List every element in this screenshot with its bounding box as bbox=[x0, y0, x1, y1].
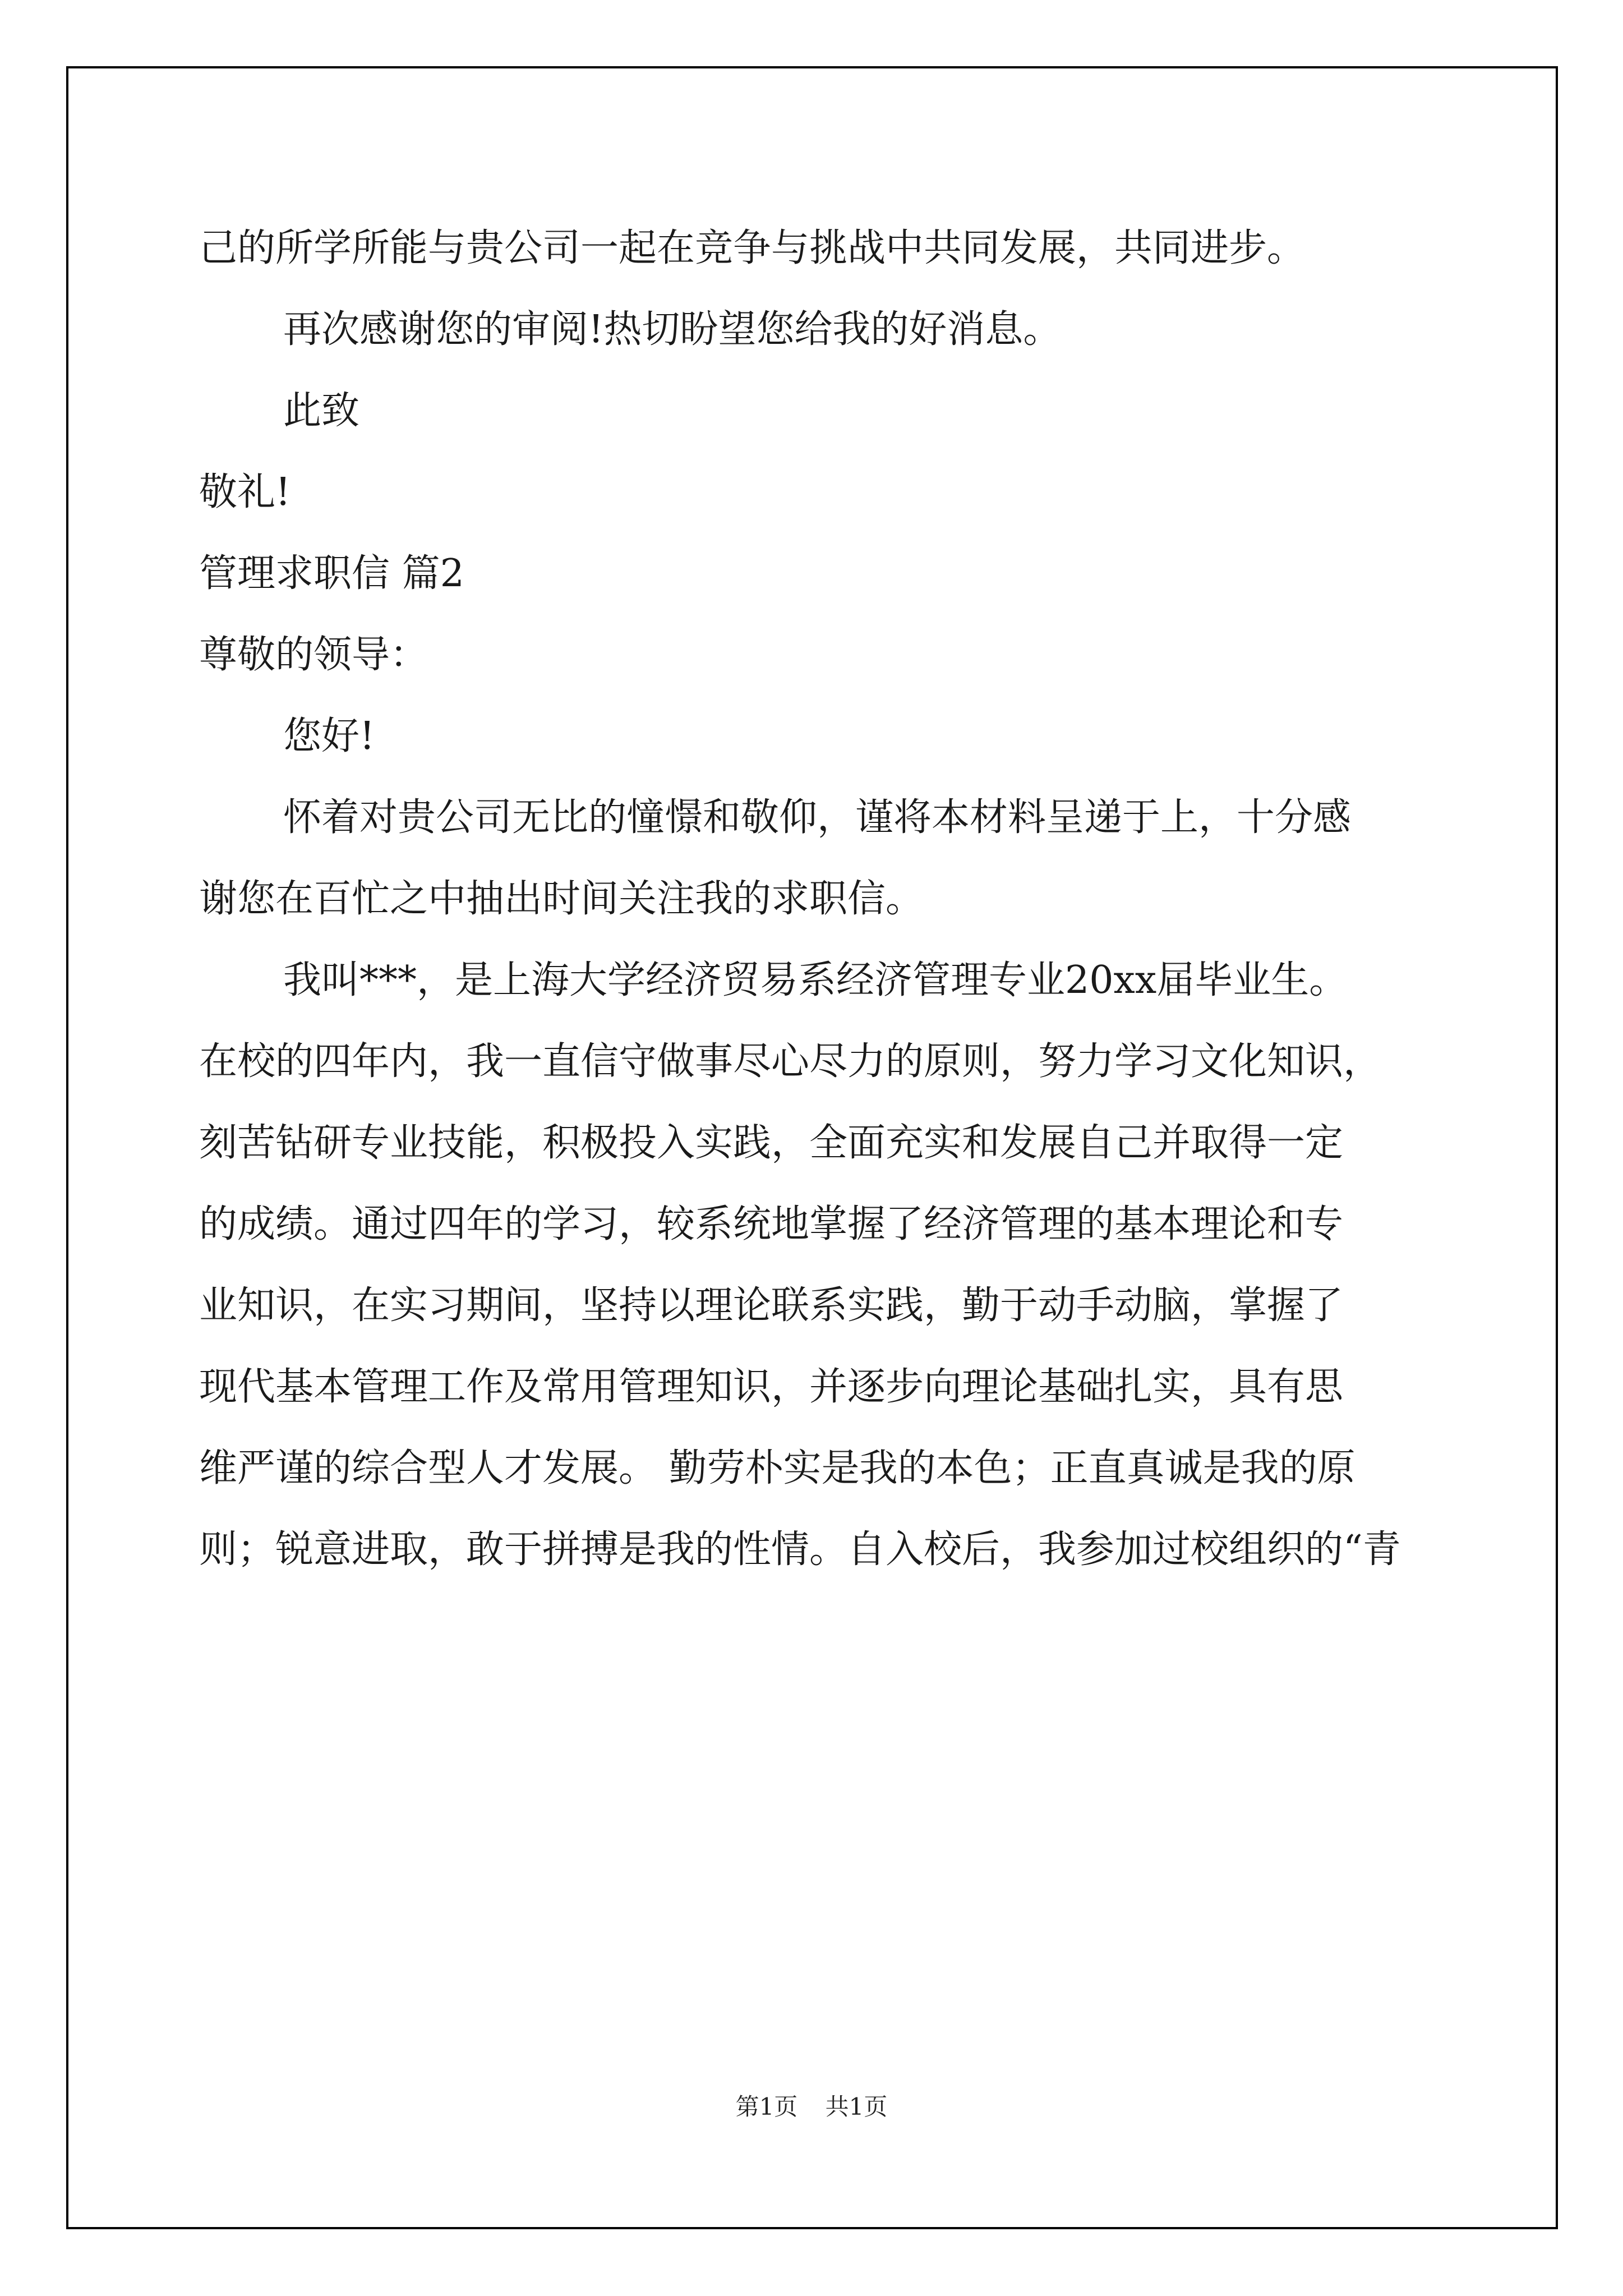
text-line: 现代基本管理工作及常用管理知识，并逐步向理论基础扎实，具有思 bbox=[199, 1365, 1344, 1409]
text-line: 怀着对贵公司无比的憧憬和敬仰，谨将本材料呈递于上，十分感 bbox=[283, 795, 1352, 840]
section-heading: 管理求职信 篇2 bbox=[199, 551, 464, 596]
text-line: 我叫***，是上海大学经济贸易系经济管理专业20xx届毕业生。 bbox=[283, 958, 1348, 1002]
text-line: 在校的四年内，我一直信守做事尽心尽力的原则，努力学习文化知识， bbox=[199, 1039, 1382, 1084]
greeting: 您好! bbox=[283, 714, 375, 758]
text-line: 谢您在百忙之中抽出时间关注我的求职信。 bbox=[199, 877, 924, 921]
text-line: 此致 bbox=[283, 389, 360, 433]
text-line: 敬礼! bbox=[199, 470, 291, 514]
text-line: 业知识，在实习期间，坚持以理论联系实践，勤于动手动脑，掌握了 bbox=[199, 1283, 1344, 1328]
letter-body bbox=[199, 208, 1427, 1590]
text-line: 的成绩。通过四年的学习，较系统地掌握了经济管理的基本理论和专 bbox=[199, 1202, 1344, 1246]
text-line: 己的所学所能与贵公司一起在竞争与挑战中共同发展，共同进步。 bbox=[199, 226, 1306, 270]
text-line: 则；锐意进取，敢于拼搏是我的性情。自入校后，我参加过校组织的“青 bbox=[199, 1527, 1401, 1572]
salutation: 尊敬的领导： bbox=[199, 633, 428, 677]
page-total: 共1页 bbox=[825, 2093, 888, 2120]
page-number: 第1页 bbox=[735, 2093, 798, 2120]
text-line: 维严谨的综合型人才发展。 勤劳朴实是我的本色；正直真诚是我的原 bbox=[199, 1446, 1355, 1490]
page-footer bbox=[0, 2090, 1623, 2124]
text-line: 刻苦钻研专业技能，积极投入实践，全面充实和发展自己并取得一定 bbox=[199, 1121, 1344, 1165]
text-line: 再次感谢您的审阅!热切盼望您给我的好消息。 bbox=[283, 307, 1062, 352]
